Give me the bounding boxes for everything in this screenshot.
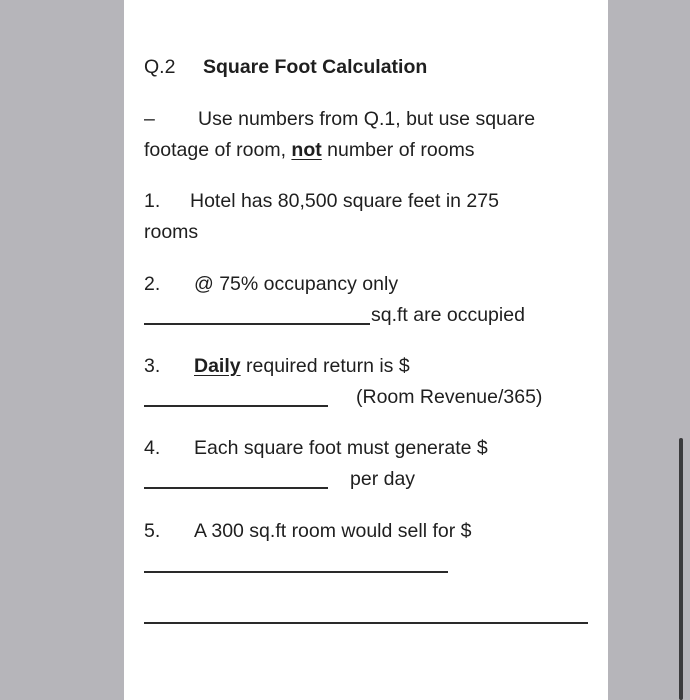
question-title: Square Foot Calculation xyxy=(203,56,428,78)
intro-line-2-post: number of rooms xyxy=(321,139,475,161)
intro-dash: – xyxy=(144,108,155,130)
item-4-number: 4. xyxy=(144,437,161,459)
scrollbar[interactable] xyxy=(679,438,683,700)
item-2-line-1: @ 75% occupancy only xyxy=(194,273,399,295)
item-5-line-1: A 300 sq.ft room would sell for $ xyxy=(194,520,472,542)
item-4-answer-blank[interactable] xyxy=(144,487,328,489)
item-5-answer-blank[interactable] xyxy=(144,571,448,573)
item-1-line-1: Hotel has 80,500 square feet in 275 xyxy=(190,190,499,212)
question-number: Q.2 xyxy=(144,56,176,78)
item-4-line-2-suffix: per day xyxy=(350,468,416,490)
item-3-line-1 xyxy=(194,357,410,377)
item-3-number: 3. xyxy=(144,355,161,377)
item-1-line-2: rooms xyxy=(144,221,199,243)
item-2-answer-blank[interactable] xyxy=(144,323,370,325)
item-4-line-1: Each square foot must generate $ xyxy=(194,437,488,459)
item-3-line-2-suffix: (Room Revenue/365) xyxy=(356,386,543,408)
extra-answer-blank[interactable] xyxy=(144,622,588,624)
item-3-answer-blank[interactable] xyxy=(144,405,328,407)
intro-line-1: Use numbers from Q.1, but use square xyxy=(198,108,536,130)
item-2-number: 2. xyxy=(144,273,161,295)
item-5-number: 5. xyxy=(144,520,161,542)
document-page xyxy=(124,0,608,700)
item-3-line-1-rest: required return is $ xyxy=(240,355,410,377)
intro-emphasis-not: not xyxy=(291,139,322,161)
item-1-number: 1. xyxy=(144,190,161,212)
item-3-emphasis-daily: Daily xyxy=(194,355,241,377)
intro-line-2 xyxy=(144,141,475,161)
intro-line-2-pre: footage of room, xyxy=(144,139,292,161)
item-2-line-2-suffix: sq.ft are occupied xyxy=(371,304,525,326)
